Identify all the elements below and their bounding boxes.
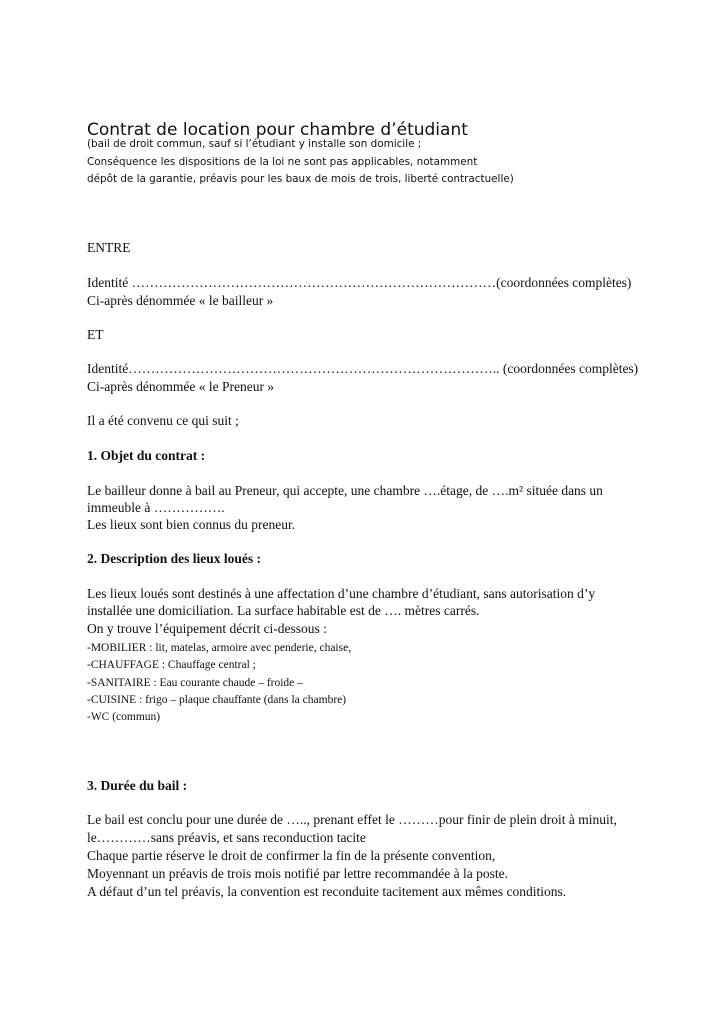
section-2-line-2: installée une domiciliation. La surface habitable est de …. mètres carrés. [87, 603, 480, 618]
subtitle-line-3: dépôt de la garantie, préavis pour les baux de mois de trois, liberté contractuelle) [87, 173, 514, 185]
section-3-line-1: Le bail est conclu pour une durée de ….., prenant effet le ………pour finir de plein droit à minuit, [87, 812, 617, 827]
entre-label: ENTRE [87, 240, 131, 255]
equipment-item: -SANITAIRE : Eau courante chaude – froide – [87, 677, 303, 689]
convention-statement: Il a été convenu ce qui suit ; [87, 413, 239, 428]
et-label: ET [87, 327, 104, 342]
section-1-line-3: Les lieux sont bien connus du preneur. [87, 517, 296, 532]
section-1-heading: 1. Objet du contrat : [87, 448, 206, 463]
section-3-heading: 3. Durée du bail : [87, 778, 188, 793]
section-3-line-5: A défaut d’un tel préavis, la convention est reconduite tacitement aux mêmes conditions. [87, 884, 567, 899]
bailleur-identity-line: Identité ………………………………………………………………………(coordonnées complètes) [87, 275, 632, 290]
equipment-item: -CHAUFFAGE : Chauffage central ; [87, 659, 256, 671]
subtitle-line-1: (bail de droit commun, sauf si l’étudiant y installe son domicile ; [87, 138, 422, 150]
preneur-designation: Ci-après dénommée « le Preneur » [87, 379, 275, 394]
subtitle-line-2: Conséquence les dispositions de la loi ne sont pas applicables, notamment [87, 156, 478, 168]
section-1-line-2: immeuble à ……………. [87, 500, 225, 515]
bailleur-designation: Ci-après dénommée « le bailleur » [87, 293, 274, 308]
section-1-line-1: Le bailleur donne à bail au Preneur, qui accepte, une chambre ….étage, de ….m² située dans un [87, 483, 603, 498]
section-2-line-1: Les lieux loués sont destinés à une affectation d’une chambre d’étudiant, sans autorisation d’y [87, 586, 596, 601]
section-3-line-4: Moyennant un préavis de trois mois notifié par lettre recommandée à la poste. [87, 866, 508, 881]
section-2-line-3: On y trouve l’équipement décrit ci-dessous : [87, 621, 327, 636]
equipment-item: -WC (commun) [87, 711, 161, 723]
section-3-line-2: le…………sans préavis, et sans reconduction tacite [87, 830, 366, 845]
preneur-identity-line: Identité……………………………………………………………………….. (coordonnées complètes) [87, 361, 639, 376]
section-3-line-3: Chaque partie réserve le droit de confirmer la fin de la présente convention, [87, 848, 496, 863]
section-2-heading: 2. Description des lieux loués : [87, 551, 261, 566]
document-title: Contrat de location pour chambre d’étudiant [87, 120, 468, 140]
equipment-item: -CUISINE : frigo – plaque chauffante (dans la chambre) [87, 694, 347, 706]
equipment-item: -MOBILIER : lit, matelas, armoire avec penderie, chaise, [87, 642, 352, 654]
